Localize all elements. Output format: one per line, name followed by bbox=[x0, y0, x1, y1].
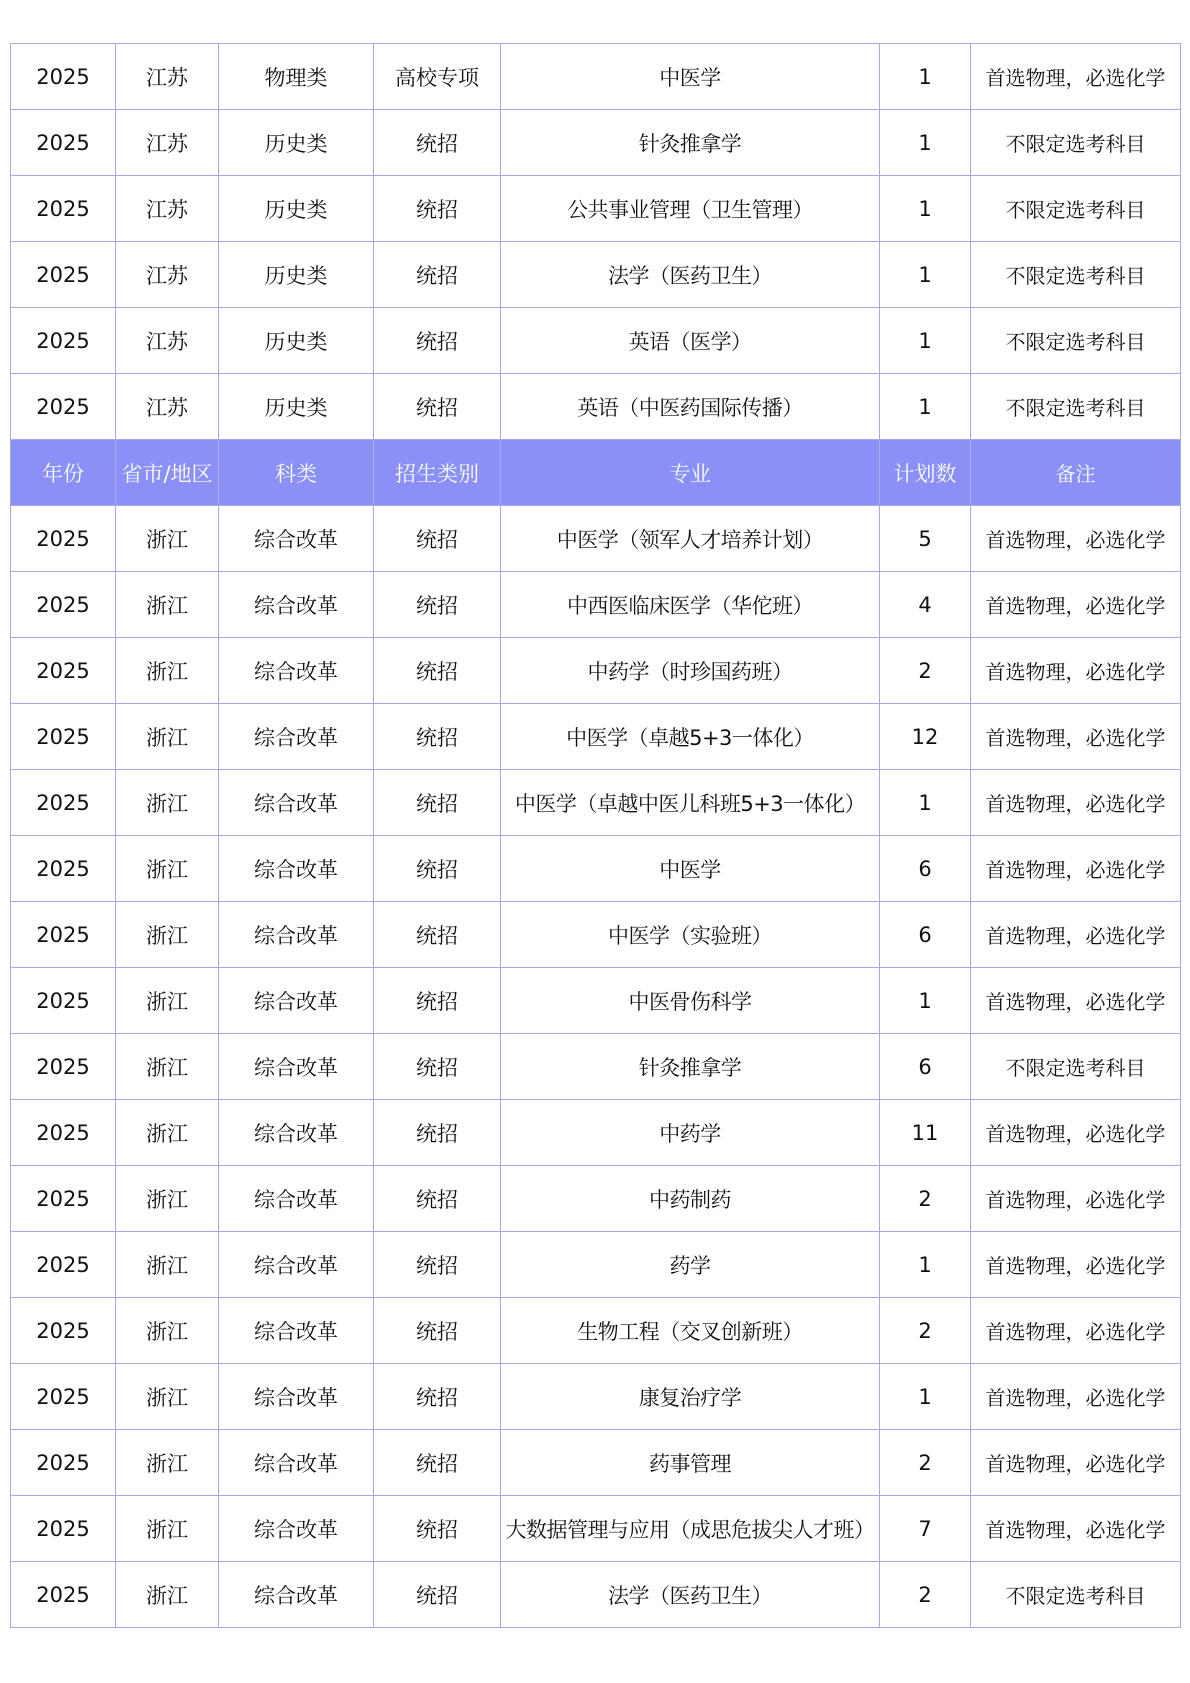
cell-remarks: 首选物理，必选化学 bbox=[971, 770, 1181, 836]
cell-plan-count: 1 bbox=[880, 374, 971, 440]
cell-major: 英语（医学） bbox=[501, 308, 880, 374]
table-row bbox=[11, 110, 1181, 176]
cell-province: 江苏 bbox=[116, 374, 219, 440]
table-row bbox=[11, 638, 1181, 704]
cell-admission-type: 统招 bbox=[374, 572, 501, 638]
cell-admission-type: 统招 bbox=[374, 1298, 501, 1364]
cell-province: 浙江 bbox=[116, 1430, 219, 1496]
cell-plan-count: 1 bbox=[880, 1232, 971, 1298]
cell-plan-count: 1 bbox=[880, 176, 971, 242]
cell-remarks: 首选物理，必选化学 bbox=[971, 572, 1181, 638]
cell-admission-type: 统招 bbox=[374, 374, 501, 440]
cell-major: 中医学（卓越5+3一体化） bbox=[501, 704, 880, 770]
cell-plan-count: 2 bbox=[880, 1430, 971, 1496]
cell-year: 2025 bbox=[11, 374, 116, 440]
cell-admission-type: 高校专项 bbox=[374, 44, 501, 110]
cell-subject-category: 历史类 bbox=[219, 308, 374, 374]
header-cell-plan-count: 计划数 bbox=[880, 440, 971, 506]
cell-major: 针灸推拿学 bbox=[501, 1034, 880, 1100]
cell-subject-category: 综合改革 bbox=[219, 1364, 374, 1430]
cell-major: 中药学 bbox=[501, 1100, 880, 1166]
cell-admission-type: 统招 bbox=[374, 836, 501, 902]
cell-plan-count: 12 bbox=[880, 704, 971, 770]
table-row bbox=[11, 242, 1181, 308]
cell-admission-type: 统招 bbox=[374, 902, 501, 968]
cell-remarks: 首选物理，必选化学 bbox=[971, 506, 1181, 572]
cell-province: 浙江 bbox=[116, 1100, 219, 1166]
cell-major: 针灸推拿学 bbox=[501, 110, 880, 176]
cell-admission-type: 统招 bbox=[374, 1364, 501, 1430]
cell-admission-type: 统招 bbox=[374, 242, 501, 308]
cell-plan-count: 6 bbox=[880, 836, 971, 902]
table-row bbox=[11, 968, 1181, 1034]
cell-plan-count: 1 bbox=[880, 308, 971, 374]
cell-year: 2025 bbox=[11, 836, 116, 902]
header-cell-major: 专业 bbox=[501, 440, 880, 506]
cell-remarks: 不限定选考科目 bbox=[971, 110, 1181, 176]
cell-province: 江苏 bbox=[116, 176, 219, 242]
table-row bbox=[11, 1364, 1181, 1430]
cell-major: 药事管理 bbox=[501, 1430, 880, 1496]
cell-province: 江苏 bbox=[116, 308, 219, 374]
cell-admission-type: 统招 bbox=[374, 176, 501, 242]
cell-province: 浙江 bbox=[116, 1364, 219, 1430]
cell-plan-count: 1 bbox=[880, 770, 971, 836]
cell-province: 浙江 bbox=[116, 1298, 219, 1364]
cell-year: 2025 bbox=[11, 1430, 116, 1496]
cell-year: 2025 bbox=[11, 572, 116, 638]
cell-remarks: 不限定选考科目 bbox=[971, 1034, 1181, 1100]
cell-remarks: 首选物理，必选化学 bbox=[971, 1232, 1181, 1298]
cell-plan-count: 5 bbox=[880, 506, 971, 572]
cell-major: 中药制药 bbox=[501, 1166, 880, 1232]
cell-major: 大数据管理与应用（成思危拔尖人才班） bbox=[501, 1496, 880, 1562]
cell-subject-category: 综合改革 bbox=[219, 1034, 374, 1100]
cell-remarks: 首选物理，必选化学 bbox=[971, 902, 1181, 968]
cell-major: 中医学（实验班） bbox=[501, 902, 880, 968]
cell-year: 2025 bbox=[11, 110, 116, 176]
cell-subject-category: 综合改革 bbox=[219, 506, 374, 572]
table-header-row bbox=[11, 440, 1181, 506]
cell-subject-category: 综合改革 bbox=[219, 770, 374, 836]
cell-remarks: 不限定选考科目 bbox=[971, 242, 1181, 308]
cell-major: 公共事业管理（卫生管理） bbox=[501, 176, 880, 242]
table-row bbox=[11, 1496, 1181, 1562]
cell-province: 浙江 bbox=[116, 836, 219, 902]
cell-year: 2025 bbox=[11, 176, 116, 242]
cell-admission-type: 统招 bbox=[374, 968, 501, 1034]
cell-remarks: 不限定选考科目 bbox=[971, 176, 1181, 242]
cell-major: 中药学（时珍国药班） bbox=[501, 638, 880, 704]
cell-subject-category: 物理类 bbox=[219, 44, 374, 110]
cell-subject-category: 综合改革 bbox=[219, 572, 374, 638]
table-row bbox=[11, 1166, 1181, 1232]
cell-remarks: 不限定选考科目 bbox=[971, 374, 1181, 440]
cell-major: 中医学（卓越中医儿科班5+3一体化） bbox=[501, 770, 880, 836]
cell-plan-count: 1 bbox=[880, 968, 971, 1034]
table-row bbox=[11, 572, 1181, 638]
cell-subject-category: 综合改革 bbox=[219, 638, 374, 704]
enrollment-plan-table bbox=[10, 43, 1181, 1628]
cell-subject-category: 综合改革 bbox=[219, 1562, 374, 1628]
cell-province: 浙江 bbox=[116, 572, 219, 638]
cell-plan-count: 4 bbox=[880, 572, 971, 638]
table-row bbox=[11, 1034, 1181, 1100]
cell-admission-type: 统招 bbox=[374, 1166, 501, 1232]
cell-year: 2025 bbox=[11, 704, 116, 770]
cell-major: 生物工程（交叉创新班） bbox=[501, 1298, 880, 1364]
cell-province: 浙江 bbox=[116, 902, 219, 968]
cell-plan-count: 1 bbox=[880, 44, 971, 110]
cell-year: 2025 bbox=[11, 770, 116, 836]
cell-plan-count: 6 bbox=[880, 1034, 971, 1100]
cell-province: 浙江 bbox=[116, 638, 219, 704]
cell-remarks: 首选物理，必选化学 bbox=[971, 1166, 1181, 1232]
cell-plan-count: 1 bbox=[880, 110, 971, 176]
table-row bbox=[11, 176, 1181, 242]
cell-province: 浙江 bbox=[116, 770, 219, 836]
cell-major: 药学 bbox=[501, 1232, 880, 1298]
cell-subject-category: 综合改革 bbox=[219, 1496, 374, 1562]
cell-year: 2025 bbox=[11, 44, 116, 110]
cell-year: 2025 bbox=[11, 1166, 116, 1232]
cell-admission-type: 统招 bbox=[374, 770, 501, 836]
cell-subject-category: 历史类 bbox=[219, 176, 374, 242]
cell-subject-category: 综合改革 bbox=[219, 1298, 374, 1364]
cell-plan-count: 2 bbox=[880, 638, 971, 704]
cell-province: 浙江 bbox=[116, 1562, 219, 1628]
table-row bbox=[11, 374, 1181, 440]
cell-year: 2025 bbox=[11, 1364, 116, 1430]
cell-plan-count: 2 bbox=[880, 1166, 971, 1232]
cell-subject-category: 综合改革 bbox=[219, 836, 374, 902]
cell-subject-category: 综合改革 bbox=[219, 968, 374, 1034]
header-cell-admission-type: 招生类别 bbox=[374, 440, 501, 506]
cell-subject-category: 综合改革 bbox=[219, 1100, 374, 1166]
cell-admission-type: 统招 bbox=[374, 110, 501, 176]
cell-subject-category: 综合改革 bbox=[219, 1166, 374, 1232]
cell-admission-type: 统招 bbox=[374, 308, 501, 374]
cell-year: 2025 bbox=[11, 1298, 116, 1364]
table-row bbox=[11, 44, 1181, 110]
cell-province: 浙江 bbox=[116, 704, 219, 770]
cell-remarks: 首选物理，必选化学 bbox=[971, 1100, 1181, 1166]
cell-major: 法学（医药卫生） bbox=[501, 242, 880, 308]
cell-year: 2025 bbox=[11, 638, 116, 704]
cell-province: 浙江 bbox=[116, 506, 219, 572]
cell-remarks: 首选物理，必选化学 bbox=[971, 836, 1181, 902]
cell-plan-count: 2 bbox=[880, 1562, 971, 1628]
table-row bbox=[11, 1298, 1181, 1364]
cell-year: 2025 bbox=[11, 506, 116, 572]
cell-major: 中医学 bbox=[501, 836, 880, 902]
header-cell-remarks: 备注 bbox=[971, 440, 1181, 506]
cell-year: 2025 bbox=[11, 1034, 116, 1100]
cell-year: 2025 bbox=[11, 1562, 116, 1628]
cell-year: 2025 bbox=[11, 1100, 116, 1166]
table-row bbox=[11, 770, 1181, 836]
table-row bbox=[11, 1100, 1181, 1166]
table-row bbox=[11, 308, 1181, 374]
cell-remarks: 首选物理，必选化学 bbox=[971, 1364, 1181, 1430]
cell-province: 江苏 bbox=[116, 44, 219, 110]
cell-subject-category: 历史类 bbox=[219, 242, 374, 308]
cell-remarks: 不限定选考科目 bbox=[971, 308, 1181, 374]
cell-remarks: 首选物理，必选化学 bbox=[971, 968, 1181, 1034]
cell-admission-type: 统招 bbox=[374, 1034, 501, 1100]
cell-subject-category: 历史类 bbox=[219, 374, 374, 440]
cell-major: 中医学 bbox=[501, 44, 880, 110]
table-row bbox=[11, 902, 1181, 968]
cell-subject-category: 综合改革 bbox=[219, 704, 374, 770]
cell-plan-count: 7 bbox=[880, 1496, 971, 1562]
cell-admission-type: 统招 bbox=[374, 1232, 501, 1298]
cell-province: 浙江 bbox=[116, 1166, 219, 1232]
cell-major: 英语（中医药国际传播） bbox=[501, 374, 880, 440]
cell-remarks: 首选物理，必选化学 bbox=[971, 44, 1181, 110]
cell-province: 浙江 bbox=[116, 1034, 219, 1100]
cell-province: 浙江 bbox=[116, 968, 219, 1034]
cell-subject-category: 综合改革 bbox=[219, 1430, 374, 1496]
cell-subject-category: 综合改革 bbox=[219, 902, 374, 968]
cell-admission-type: 统招 bbox=[374, 1100, 501, 1166]
cell-year: 2025 bbox=[11, 1496, 116, 1562]
cell-remarks: 不限定选考科目 bbox=[971, 1562, 1181, 1628]
cell-admission-type: 统招 bbox=[374, 1430, 501, 1496]
cell-year: 2025 bbox=[11, 308, 116, 374]
cell-plan-count: 2 bbox=[880, 1298, 971, 1364]
cell-province: 江苏 bbox=[116, 110, 219, 176]
cell-major: 法学（医药卫生） bbox=[501, 1562, 880, 1628]
cell-admission-type: 统招 bbox=[374, 638, 501, 704]
cell-subject-category: 综合改革 bbox=[219, 1232, 374, 1298]
header-cell-province: 省市/地区 bbox=[116, 440, 219, 506]
table-row bbox=[11, 1232, 1181, 1298]
header-cell-subject-category: 科类 bbox=[219, 440, 374, 506]
cell-year: 2025 bbox=[11, 902, 116, 968]
cell-major: 中医骨伤科学 bbox=[501, 968, 880, 1034]
cell-remarks: 首选物理，必选化学 bbox=[971, 638, 1181, 704]
cell-admission-type: 统招 bbox=[374, 1562, 501, 1628]
table-row bbox=[11, 506, 1181, 572]
cell-major: 中西医临床医学（华佗班） bbox=[501, 572, 880, 638]
cell-province: 江苏 bbox=[116, 242, 219, 308]
header-cell-year: 年份 bbox=[11, 440, 116, 506]
cell-plan-count: 11 bbox=[880, 1100, 971, 1166]
table-row bbox=[11, 836, 1181, 902]
cell-year: 2025 bbox=[11, 968, 116, 1034]
cell-province: 浙江 bbox=[116, 1232, 219, 1298]
cell-remarks: 首选物理，必选化学 bbox=[971, 1430, 1181, 1496]
table-body bbox=[11, 44, 1181, 1628]
cell-remarks: 首选物理，必选化学 bbox=[971, 1298, 1181, 1364]
table-row bbox=[11, 1430, 1181, 1496]
cell-admission-type: 统招 bbox=[374, 704, 501, 770]
cell-province: 浙江 bbox=[116, 1496, 219, 1562]
cell-major: 中医学（领军人才培养计划） bbox=[501, 506, 880, 572]
cell-admission-type: 统招 bbox=[374, 1496, 501, 1562]
cell-major: 康复治疗学 bbox=[501, 1364, 880, 1430]
table-row bbox=[11, 704, 1181, 770]
cell-plan-count: 1 bbox=[880, 1364, 971, 1430]
cell-plan-count: 6 bbox=[880, 902, 971, 968]
cell-year: 2025 bbox=[11, 242, 116, 308]
cell-subject-category: 历史类 bbox=[219, 110, 374, 176]
cell-remarks: 首选物理，必选化学 bbox=[971, 1496, 1181, 1562]
cell-year: 2025 bbox=[11, 1232, 116, 1298]
cell-admission-type: 统招 bbox=[374, 506, 501, 572]
cell-remarks: 首选物理，必选化学 bbox=[971, 704, 1181, 770]
table-row bbox=[11, 1562, 1181, 1628]
cell-plan-count: 1 bbox=[880, 242, 971, 308]
